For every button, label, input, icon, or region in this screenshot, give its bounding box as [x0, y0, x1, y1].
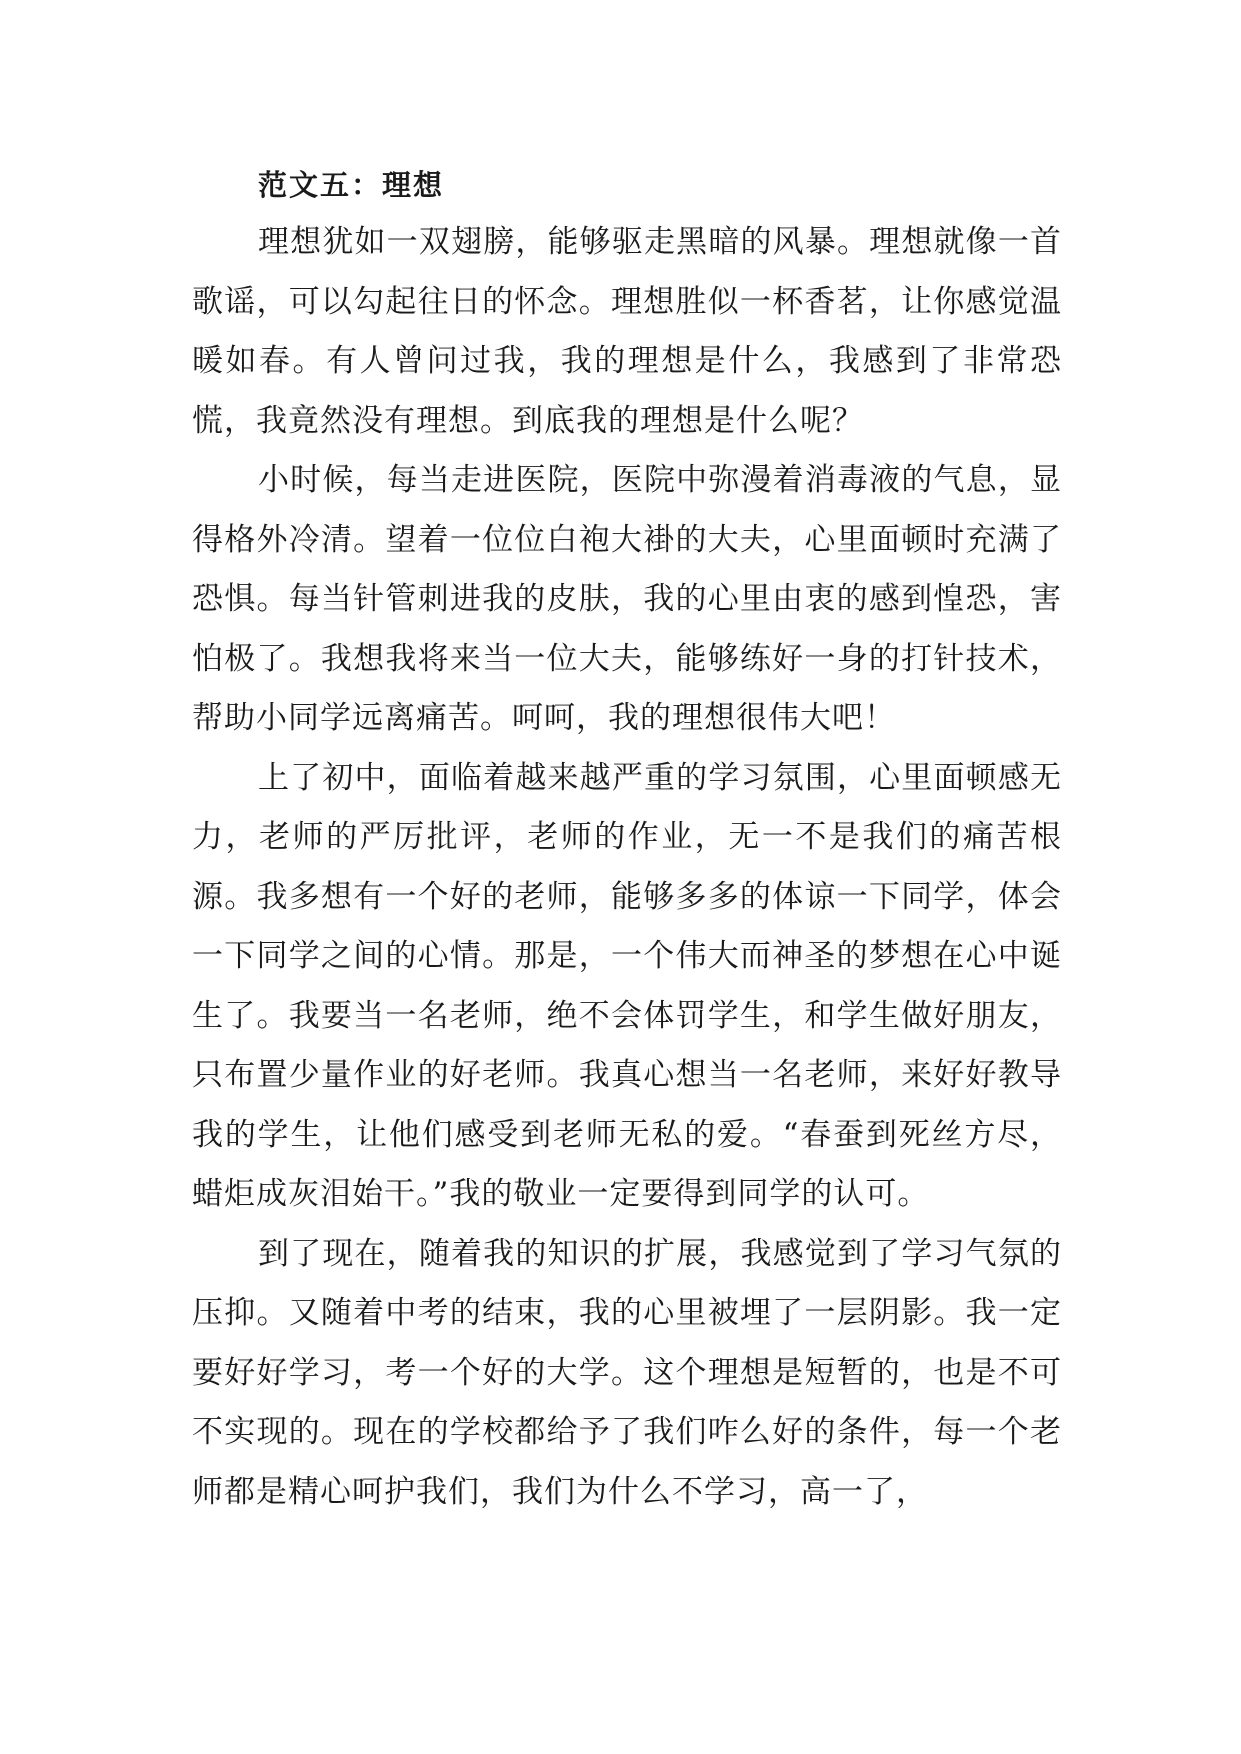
document-page — [192, 157, 1062, 1522]
paragraph-1: 理想犹如一双翅膀，能够驱走黑暗的风暴。理想就像一首歌谣，可以勾起往日的怀念。理想胜似一杯香茗，让你感觉温暖如春。有人曾问过我，我的理想是什么，我感到了非常恐慌，我竟然没有理想。到底我的理想是什么呢？ — [192, 224, 1062, 439]
document-title: 范文五：理想 — [258, 168, 445, 202]
paragraph-2: 小时候，每当走进医院，医院中弥漫着消毒液的气息，显得格外冷清。望着一位位白袍大褂的大夫，心里面顿时充满了恐惧。每当针管刺进我的皮肤，我的心里由衷的感到惶恐，害怕极了。我想我将来当一位大夫，能够练好一身的打针技术，帮助小同学远离痛苦。呵呵，我的理想很伟大吧！ — [192, 462, 1062, 736]
paragraph-4: 到了现在，随着我的知识的扩展，我感觉到了学习气氛的压抑。又随着中考的结束，我的心里被埋了一层阴影。我一定要好好学习，考一个好的大学。这个理想是短暂的，也是不可不实现的。现在的学校都给予了我们咋么好的条件，每一个老师都是精心呵护我们，我们为什么不学习，高一了， — [192, 1235, 1062, 1510]
paragraph-3: 上了初中，面临着越来越严重的学习氛围，心里面顿感无力，老师的严厉批评，老师的作业，无一不是我们的痛苦根源。我多想有一个好的老师，能够多多的体谅一下同学，体会一下同学之间的心情。那是，一个伟大而神圣的梦想在心中诞生了。我要当一名老师，绝不会体罚学生，和学生做好朋友，只布置少量作业的好老师。我真心想当一名老师，来好好教导我的学生，让他们感受到老师无私的爱。“春蚕到死丝方尽，蜡炬成灰泪始干。”我的敬业一定要得到同学的认可。 — [192, 759, 1062, 1212]
